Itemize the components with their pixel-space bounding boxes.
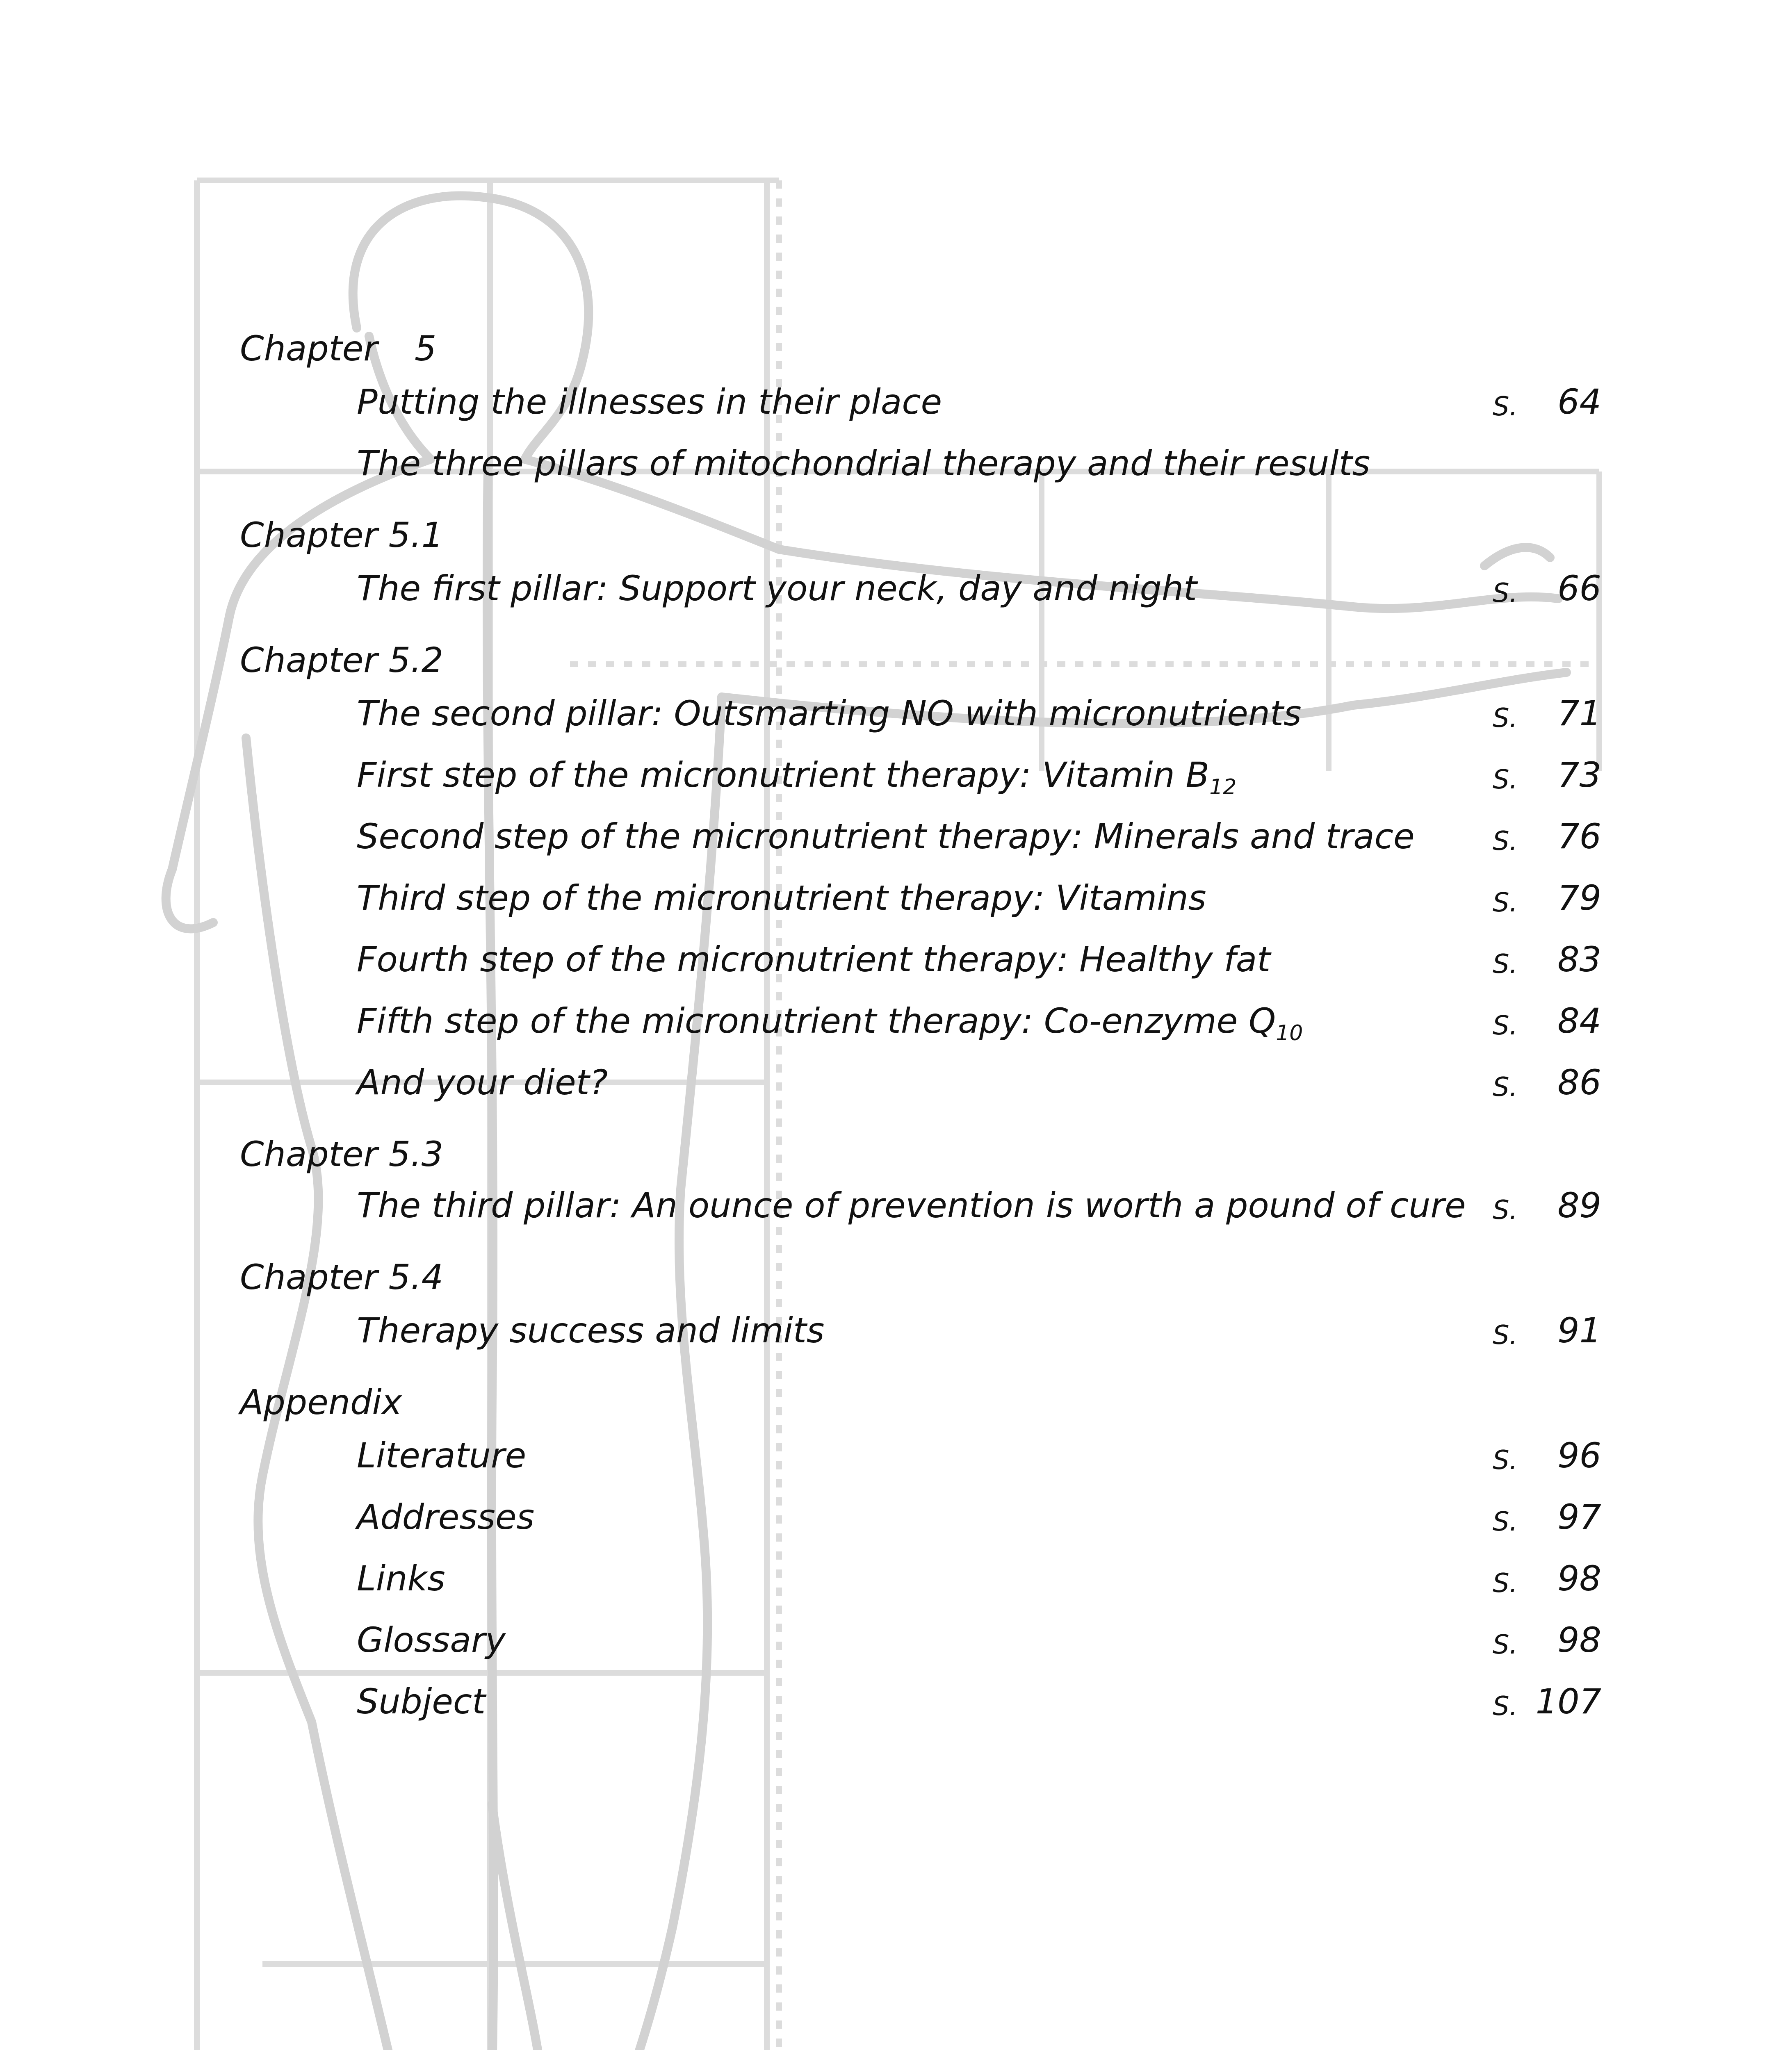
- toc-entry[interactable]: [357, 816, 1601, 857]
- toc-entry-title: Fifth step of the micronutrient therapy: Co-enzyme $Q_{10}$: [357, 1001, 1303, 1046]
- toc-entry[interactable]: [357, 1496, 1601, 1538]
- toc-entry-title: Putting the illnesses in their place: [357, 382, 942, 422]
- toc-entry-title: Glossary: [357, 1620, 506, 1660]
- page-prefix: S.: [1493, 1072, 1518, 1102]
- toc-entry[interactable]: [357, 754, 1601, 800]
- page-prefix: S.: [1493, 1320, 1518, 1351]
- toc-entry-page: 91: [1557, 1310, 1601, 1351]
- page-prefix: S.: [1493, 949, 1518, 979]
- toc-entry-title: Links: [357, 1558, 445, 1599]
- toc-entry[interactable]: [357, 1310, 1601, 1351]
- toc-entry-title: Fourth step of the micronutrient therapy: Healthy fat: [357, 939, 1271, 979]
- page-prefix: S.: [1493, 1445, 1518, 1476]
- toc-entry-title: Addresses: [357, 1497, 535, 1537]
- toc-entry-title: Subject: [357, 1681, 486, 1722]
- section-heading: Appendix: [240, 1382, 402, 1422]
- toc-entry[interactable]: [357, 1000, 1601, 1046]
- page-prefix: S.: [1493, 1691, 1518, 1722]
- page-prefix: S.: [1493, 1568, 1518, 1599]
- subscript: 10: [1276, 1020, 1303, 1046]
- toc-entry[interactable]: [357, 1062, 1601, 1103]
- page-prefix: S.: [1493, 1011, 1518, 1041]
- toc-entry[interactable]: [357, 568, 1601, 609]
- page-prefix: S.: [1493, 1195, 1518, 1225]
- toc-entry-title: The first pillar: Support your neck, day and night: [357, 568, 1197, 608]
- toc-entry-page: 89: [1557, 1185, 1601, 1225]
- toc-entry-page: 96: [1557, 1435, 1601, 1476]
- section-heading: Chapter 5.2: [240, 640, 444, 680]
- toc-entry[interactable]: [357, 1681, 1601, 1722]
- page-prefix: S.: [1493, 1630, 1518, 1660]
- toc-entry[interactable]: [357, 443, 1601, 484]
- section-heading: Chapter 5.1: [240, 515, 444, 555]
- toc-entry-page: 107: [1535, 1681, 1601, 1722]
- page-prefix: S.: [1493, 765, 1518, 795]
- toc-entry-page: 64: [1557, 382, 1601, 422]
- toc-entry-title: The three pillars of mitochondrial therapy and their results: [357, 443, 1370, 483]
- page-prefix: S.: [1493, 1507, 1518, 1537]
- toc-entry[interactable]: [357, 693, 1601, 734]
- toc-entry[interactable]: [357, 1435, 1601, 1476]
- page-prefix: S.: [1493, 826, 1518, 856]
- toc-entry-title: Literature: [357, 1435, 527, 1476]
- toc-entry-page: 84: [1557, 1001, 1601, 1041]
- page-prefix: S.: [1493, 703, 1518, 733]
- page-prefix: S.: [1493, 888, 1518, 918]
- page-prefix: S.: [1493, 578, 1518, 608]
- toc-entry-page: 79: [1557, 878, 1601, 918]
- toc-entry-page: 76: [1557, 816, 1601, 856]
- section-heading: Chapter 5: [240, 328, 437, 369]
- toc-entry-title: And your diet?: [357, 1062, 608, 1102]
- toc-entry[interactable]: [357, 1620, 1601, 1660]
- toc-entry-title: Second step of the micronutrient therapy: Minerals and trace: [357, 816, 1415, 856]
- toc-entry-page: 98: [1557, 1620, 1601, 1660]
- toc-entry-title: Third step of the micronutrient therapy: Vitamins: [357, 878, 1206, 918]
- toc-entry-page: 98: [1557, 1558, 1601, 1599]
- toc-entry-page: 83: [1557, 939, 1601, 979]
- toc-entry[interactable]: [357, 939, 1601, 980]
- toc-entry[interactable]: [357, 877, 1601, 918]
- section-heading: Chapter 5.4: [240, 1257, 444, 1297]
- toc-entry-page: 66: [1557, 568, 1601, 608]
- section-heading: Chapter 5.3: [240, 1134, 444, 1174]
- toc-entry-title: The third pillar: An ounce of prevention is worth a pound of cure: [357, 1185, 1466, 1225]
- toc-entry-page: 71: [1557, 693, 1601, 733]
- page-prefix: S.: [1493, 392, 1518, 422]
- toc-entry-title: The second pillar: Outsmarting NO with micronutrients: [357, 693, 1302, 733]
- toc-entry-page: 73: [1557, 755, 1601, 795]
- subscript: 12: [1209, 774, 1237, 800]
- toc-entry[interactable]: [357, 1185, 1601, 1226]
- toc-entry-title: Therapy success and limits: [357, 1310, 825, 1351]
- toc-entry[interactable]: [357, 1558, 1601, 1599]
- toc-entry-page: 86: [1557, 1062, 1601, 1102]
- toc-entry-page: 97: [1557, 1497, 1601, 1537]
- toc-entry-title: First step of the micronutrient therapy: Vitamin $B_{12}$: [357, 755, 1237, 800]
- toc-entry[interactable]: [357, 381, 1601, 422]
